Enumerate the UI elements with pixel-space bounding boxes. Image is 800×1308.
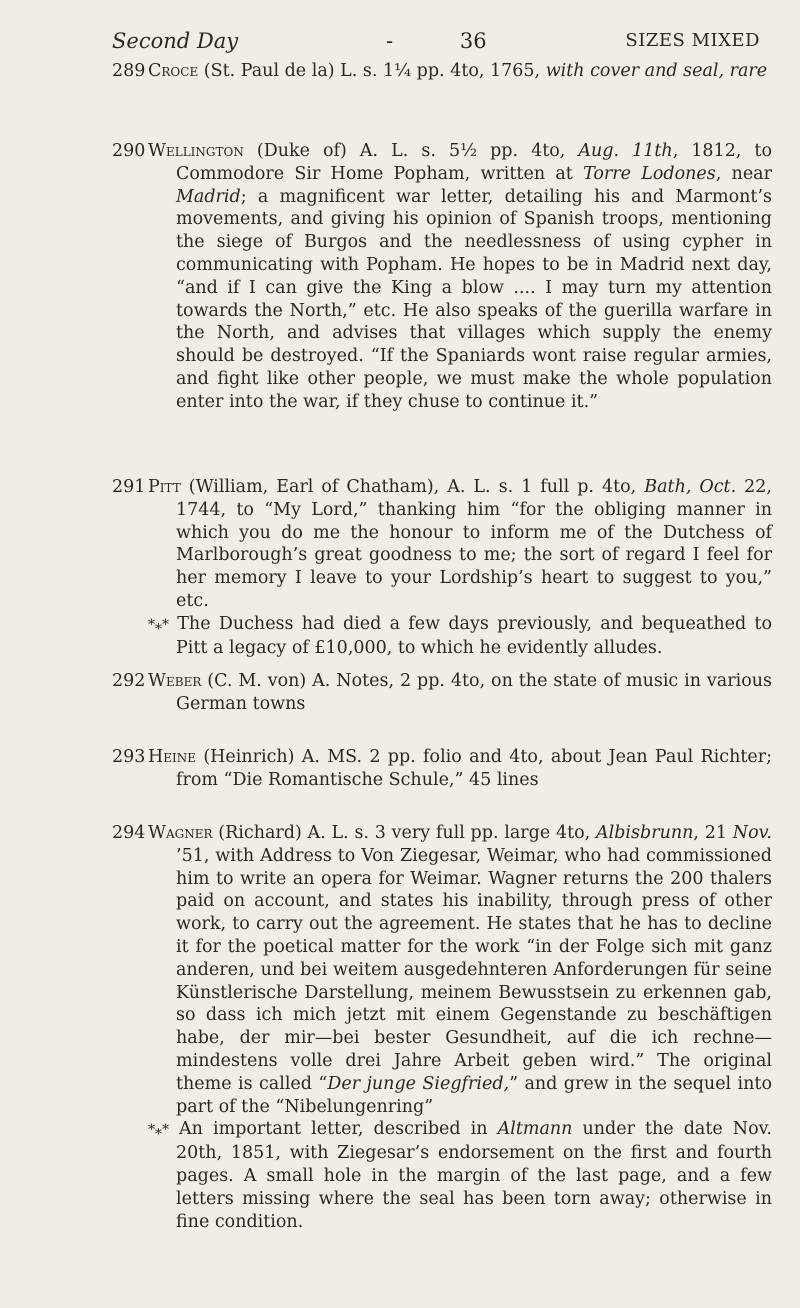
lot-entry: [112, 476, 772, 659]
page-number: 36: [459, 29, 487, 53]
lot-description: [148, 746, 772, 792]
description-text: (St. Paul de la) L. s. 1¼ pp. 4to, 1765,: [198, 61, 546, 81]
lot-description: [148, 476, 772, 659]
description-text: (Duke of) A. L. s. 5½ pp. 4to,: [243, 141, 579, 161]
lot-heading-name: Weber: [148, 671, 202, 691]
description-text: (Richard) A. L. s. 3 very full pp. large 4to,: [212, 823, 596, 843]
italic-text: Aug. 11th: [578, 141, 673, 161]
lot-description: [148, 60, 772, 83]
lot-number: 293: [112, 747, 146, 767]
lot-number: 289: [112, 61, 146, 81]
lot-entry: [112, 670, 772, 716]
italic-text: Der junge Siegfried,: [327, 1073, 510, 1094]
lot-entry: [112, 60, 772, 83]
description-text: ; a magnificent war letter, detailing his and Marmont’s movements, and giving his opinion of Spanish troops, mentioning the siege of Burgos and the needlessness of using cypher in communicating with Popham. He hopes to be in Madrid next day, “and if I can give the King a blow .... I may turn my attention towards the North,” etc. He also speaks of the guerilla warfare in the North, and advises that villages which supply the enemy should be destroyed. “If the Spaniards wont raise regular armies, and fight like other people, we must make the whole population enter into the war, if they chuse to continue it.”: [176, 186, 772, 412]
italic-text: Albisbrunn: [596, 823, 694, 843]
lot-paragraph: [148, 746, 772, 792]
lot-number: 291: [112, 477, 146, 497]
lot-paragraph: [148, 140, 772, 414]
lot-heading-name: Pitt: [148, 477, 181, 497]
header-page-number: [386, 24, 487, 58]
italic-text: Bath, Oct.: [644, 477, 737, 497]
description-text: , near: [715, 163, 772, 184]
lot-note: [148, 613, 772, 660]
lot-description: [148, 140, 772, 414]
italic-text: Altmann: [497, 1119, 573, 1140]
lot-entry: [112, 746, 772, 792]
description-text: , 1812, to Commodore Sir Home Popham, written at: [176, 141, 772, 184]
lot-paragraph: [148, 476, 772, 613]
description-text: (William, Earl of Chatham), A. L. s. 1 full p. 4to,: [180, 477, 645, 497]
lot-paragraph: [148, 822, 772, 1118]
lot-heading-name: Wagner: [148, 823, 213, 843]
italic-text: Torre Lodones: [583, 163, 716, 184]
header-section-title: Second Day: [112, 29, 239, 53]
italic-text: with cover and seal, rare: [545, 61, 768, 81]
description-text: (C. M. von) A. Notes, 2 pp. 4to, on the state of music in various German towns: [176, 671, 772, 714]
description-text: under the date Nov. 20th, 1851, with Ziegesar’s endorsement on the first and fourth pages. A small hole in the margin of the last page, and a few letters missing where the seal has been torn away; otherwise in fine condition.: [176, 1119, 772, 1232]
description-text: , 21: [693, 823, 733, 843]
lot-description: [148, 670, 772, 716]
lot-number: 294: [112, 823, 146, 843]
running-header: [112, 24, 760, 58]
description-text: ” and grew in the sequel into part of the “Nibelungenring”: [176, 1073, 772, 1117]
italic-text: Madrid: [176, 186, 241, 207]
lot-description: [148, 822, 772, 1233]
lot-paragraph: [148, 60, 772, 83]
lot-paragraph: [148, 670, 772, 716]
lot-number: 292: [112, 671, 146, 691]
lot-entry: [112, 822, 772, 1233]
italic-text: Nov.: [732, 823, 772, 843]
description-text: (Heinrich) A. MS. 2 pp. folio and 4to, about Jean Paul Richter; from “Die Romantische Schule,” 45 lines: [176, 747, 772, 790]
note-marker: *⁎*: [148, 616, 169, 633]
lot-heading-name: Wellington: [148, 141, 244, 161]
description-text: The Duchess had died a few days previously, and bequeathed to Pitt a legacy of £10,000, to which he evidently alludes.: [169, 613, 772, 658]
lot-heading-name: Heine: [148, 747, 197, 767]
lot-number: 290: [112, 141, 146, 161]
description-text: An important letter, described in: [169, 1119, 498, 1140]
lot-entry: [112, 140, 772, 414]
note-marker: *⁎*: [148, 1122, 169, 1139]
header-category: SIZES MIXED: [625, 30, 760, 51]
header-dash: -: [386, 29, 394, 53]
lot-heading-name: Croce: [148, 61, 199, 81]
description-text: ’51, with Address to Von Ziegesar, Weimar, who had commissioned him to write an opera for Weimar. Wagner returns the 200 thalers paid on account, and states his inability, through press of other work, to carry out the agreement. He states that he has to decline it for the poetical matter for the work “in der Folge sich mit ganz anderen, und bei weitem ausgedehnteren Anforderungen für seine Künstlerische Darstellung, meinem Bewusstsein zu erkennen gab, so dass ich mich jetzt mit einem Gegenstande zu beschäftigen habe, der mir—bei bester Gesundheit, auf die ich rechne—mindestens volle drei Jahre Arbeit geben wird.” The original theme is called “: [176, 845, 772, 1094]
description-text: 22, 1744, to “My Lord,” thanking him “for the obliging manner in which you do me the honour to inform me of the Dutchess of Marlborough’s great goodness to me; the sort of regard I feel for her memory I leave to your Lordship’s heart to suggest to you,” etc.: [176, 477, 772, 611]
lot-note: [148, 1118, 772, 1233]
